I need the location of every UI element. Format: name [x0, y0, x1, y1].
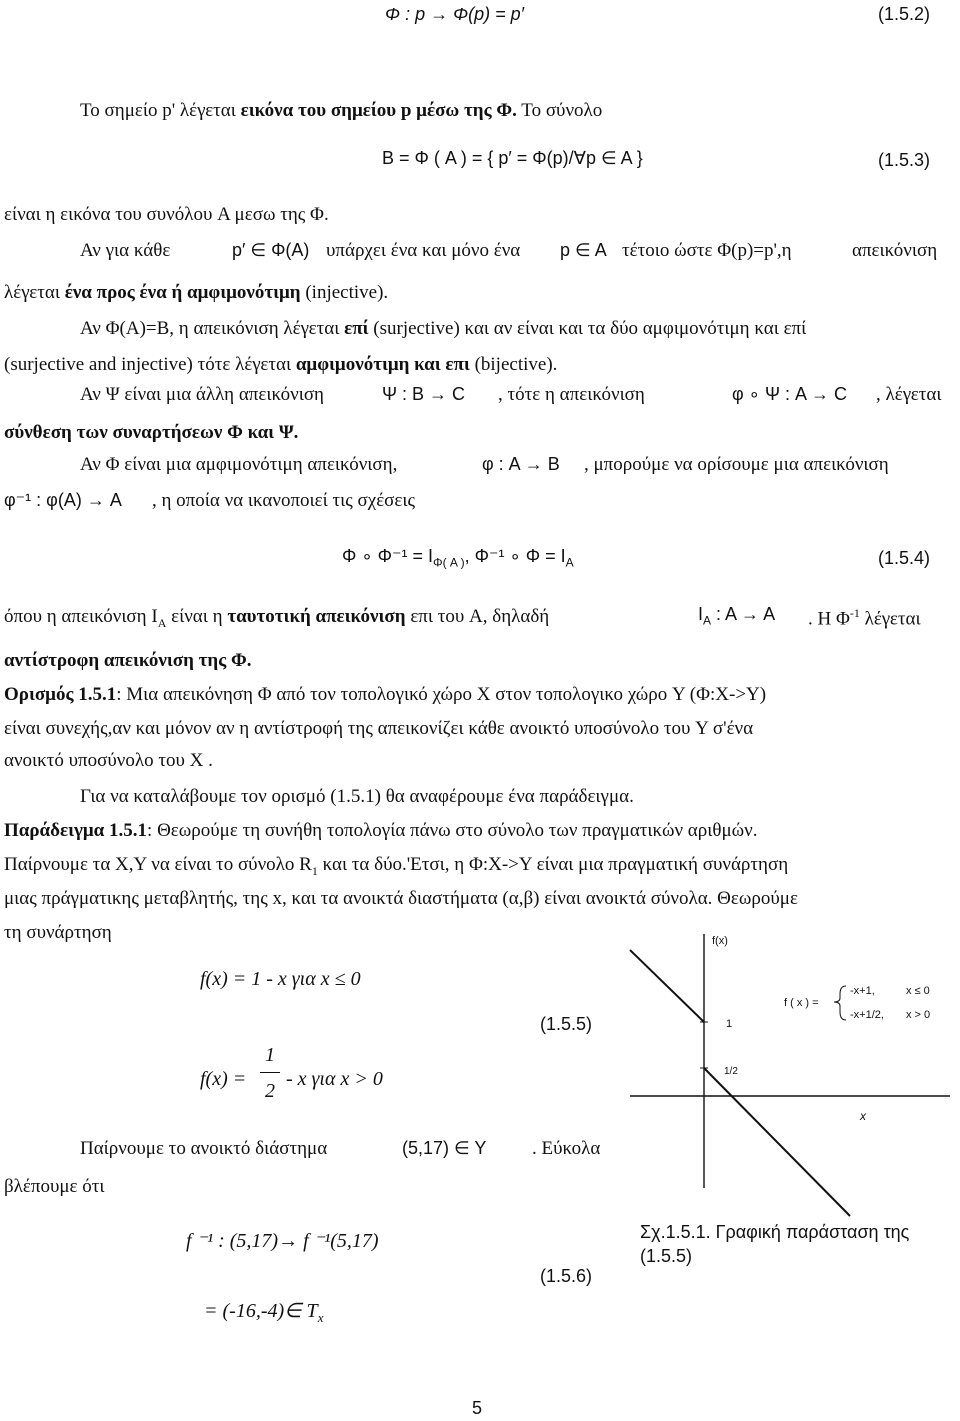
text: : Μια απεικόνηση Φ από τον τοπολογικό χώρο X στον τοπολογικο χώρο Y (Φ:X->Y) [116, 684, 767, 705]
subscript: Φ( A ) [433, 555, 465, 570]
text: απεικόνιση [852, 240, 938, 261]
equation-number: (1.5.3) [878, 150, 931, 170]
text: υπάρχει ένα και μόνο ένα [326, 240, 521, 261]
bold-term: ταυτοτική απεικόνιση [227, 606, 406, 627]
fraction-denominator: 2 [265, 1080, 275, 1102]
superscript: -1 [849, 606, 860, 620]
paragraph-example-3: μιας πράγματικης μεταβλητής, της x, και τα ανοικτά διαστήματα (α,β) είναι ανοικτά σύνολα. Θεωρούμε [4, 888, 798, 909]
bold-term: εικόνα του σημείου p μέσω της Φ. [240, 100, 517, 121]
subscript: A [565, 555, 574, 570]
math-psi: Ψ : B → C [382, 384, 466, 404]
tick-label-1: 1 [726, 1018, 733, 1030]
text: : Θεωρούμε τη συνήθη τοπολογία πάνω στο σύνολο των πραγματικών αριθμών. [147, 820, 758, 841]
equation-number: (1.5.2) [878, 4, 931, 24]
equation-1-5-4 [342, 546, 574, 570]
paragraph-bijective [4, 354, 557, 376]
text [808, 606, 921, 630]
figure-caption-line2: (1.5.5) [640, 1246, 693, 1266]
example-label: Παράδειγμα 1.5.1 [4, 820, 148, 841]
graph-piece-right [704, 1068, 850, 1216]
paragraph-injective-a: Αν για κάθε [80, 240, 171, 261]
paragraph-identity [4, 606, 549, 631]
text: επι του A, δηλαδή [405, 606, 550, 627]
text: (bijective). [469, 354, 558, 375]
function-graph [620, 920, 960, 1220]
paragraph-example [4, 820, 757, 842]
equation-text: , Φ⁻¹ ∘ Φ = I [464, 546, 566, 566]
text: λέγεται [4, 282, 65, 303]
math-p-prime: p′ ∈ Φ(A) [232, 240, 310, 260]
graph-piece-left [630, 950, 704, 1022]
paragraph-inverse-term: αντίστροφη απεικόνιση της Φ. [4, 650, 252, 671]
math-p-in-a: p ∈ A [560, 240, 607, 260]
paragraph-image-point [80, 100, 602, 122]
equation-1-5-5-line2-post: - x για x > 0 [286, 1068, 383, 1090]
bold-term: επί [344, 318, 369, 339]
paragraph-surjective [80, 318, 806, 340]
paragraph-definition [4, 684, 766, 706]
text: . Η Φ [808, 608, 850, 630]
equation-1-5-6-line1: f ⁻¹ : (5,17)→ f ⁻¹(5,17) [186, 1230, 379, 1252]
paragraph-example-intro: Για να καταλάβουμε τον ορισμό (1.5.1) θα αναφέρουμε ένα παράδειγμα. [80, 786, 634, 807]
figure-caption-line1: Σχ.1.5.1. Γραφική παράσταση της [640, 1222, 910, 1242]
equation-1-5-5-line1: f(x) = 1 - x για x ≤ 0 [200, 968, 361, 990]
piecewise-label: f ( x ) = [784, 997, 819, 1009]
definition-label: Ορισμός 1.5.1 [4, 684, 117, 705]
subscript: 1 [311, 863, 318, 878]
math: = (-16,-4)∈ T [204, 1300, 318, 1322]
text: , λέγεται [876, 384, 942, 405]
text: , μπορούμε να ορίσουμε μια απεικόνιση [584, 454, 889, 475]
text: είναι η [166, 606, 228, 627]
text: Το σύνολο [516, 100, 603, 121]
equation-1-5-3 [382, 148, 643, 169]
bold-term: ένα προς ένα ή αμφιμονότιμη [64, 282, 301, 303]
equation-1-5-5-line2-pre: f(x) = [200, 1068, 247, 1090]
text: τέτοιο ώστε Φ(p)=p',η [622, 240, 792, 261]
text: λέγεται [859, 608, 921, 630]
math-composition: φ ∘ Ψ : A → C [732, 384, 847, 404]
paragraph-composition-term: σύνθεση των συναρτήσεων Φ και Ψ. [4, 422, 299, 443]
piece-1-condition: x ≤ 0 [906, 985, 930, 997]
subscript: A [703, 613, 712, 628]
equation-text: B = Φ ( A ) = { p′ = Φ(p)/∀p ∈ A } [382, 148, 643, 168]
equation-1-5-6-line2 [204, 1298, 323, 1326]
text: (surjective and injective) τότε λέγεται [4, 354, 296, 375]
piece-2-expr: -x+1/2, [850, 1009, 884, 1021]
equation-text: Φ : p → Φ(p) = p′ [385, 4, 525, 24]
text: , τότε η απεικόνιση [498, 384, 645, 405]
paragraph-example-2 [4, 854, 788, 879]
math-phi-inverse: φ⁻¹ : φ(A) → A [4, 490, 122, 510]
paragraph-interval-b: βλέπουμε ότι [4, 1176, 105, 1197]
piecewise-brace [834, 986, 846, 1020]
math-phi-map: φ : A → B [482, 454, 560, 474]
piece-1-expr: -x+1, [850, 985, 875, 997]
paragraph-composition-a: Αν Ψ είναι μια άλλη απεικόνιση [80, 384, 324, 405]
equation-number: (1.5.5) [540, 1014, 593, 1034]
math-identity [698, 604, 775, 628]
tick-label-half: 1/2 [724, 1066, 738, 1077]
paragraph-example-4: τη συνάρτηση [4, 922, 112, 943]
math: I [698, 604, 704, 624]
text: (surjective) και αν είναι και τα δύο αμφιμονότιμη και επί [368, 318, 807, 339]
piece-2-condition: x > 0 [906, 1009, 931, 1021]
x-axis-label: x [860, 1109, 866, 1123]
subscript: x [317, 1310, 324, 1325]
paragraph-definition-3: ανοικτό υποσύνολο του X . [4, 750, 213, 771]
text: Παίρνουμε τα X,Y να είναι το σύνολο R [4, 854, 312, 875]
text: και τα δύο.'Ετσι, η Φ:X->Y είναι μια πραγματική συνάρτηση [317, 854, 789, 875]
subscript: A [157, 615, 167, 630]
fraction-numerator: 1 [265, 1044, 275, 1066]
text: Αν Φ(A)=B, η απεικόνιση λέγεται [80, 318, 345, 339]
math: : A → A [711, 604, 776, 624]
paragraph-interval-a: Παίρνουμε το ανοικτό διάστημα [80, 1138, 328, 1159]
fraction-bar [260, 1072, 280, 1073]
bold-term: αμφιμονότιμη και επι [295, 354, 470, 375]
y-axis-label: f(x) [712, 935, 728, 947]
text: Το σημείο p' λέγεται [80, 100, 241, 121]
equation-number: (1.5.6) [540, 1266, 593, 1286]
paragraph-injective-b [4, 282, 388, 304]
math-interval: (5,17) ∈ Y [402, 1138, 487, 1158]
paragraph-inverse-a: Αν Φ είναι μια αμφιμονότιμη απεικόνιση, [80, 454, 398, 475]
equation-1-5-2 [385, 4, 524, 25]
page-number: 5 [472, 1398, 483, 1418]
paragraph-definition-2: είναι συνεχής,αν και μόνον αν η αντίστροφή της απεικονίζει κάθε ανοικτό υποσύνολο του Y σ'ένα [4, 718, 754, 739]
text: . Εύκολα [532, 1138, 601, 1159]
equation-number: (1.5.4) [878, 548, 931, 568]
text: , η οποία να ικανοποιεί τις σχέσεις [152, 490, 416, 511]
paragraph-image-of-set: είναι η εικόνα του συνόλου A μεσω της Φ. [4, 204, 329, 225]
text: όπου η απεικόνιση I [4, 606, 158, 627]
text: (injective). [300, 282, 389, 303]
equation-text: Φ ∘ Φ⁻¹ = I [342, 546, 434, 566]
